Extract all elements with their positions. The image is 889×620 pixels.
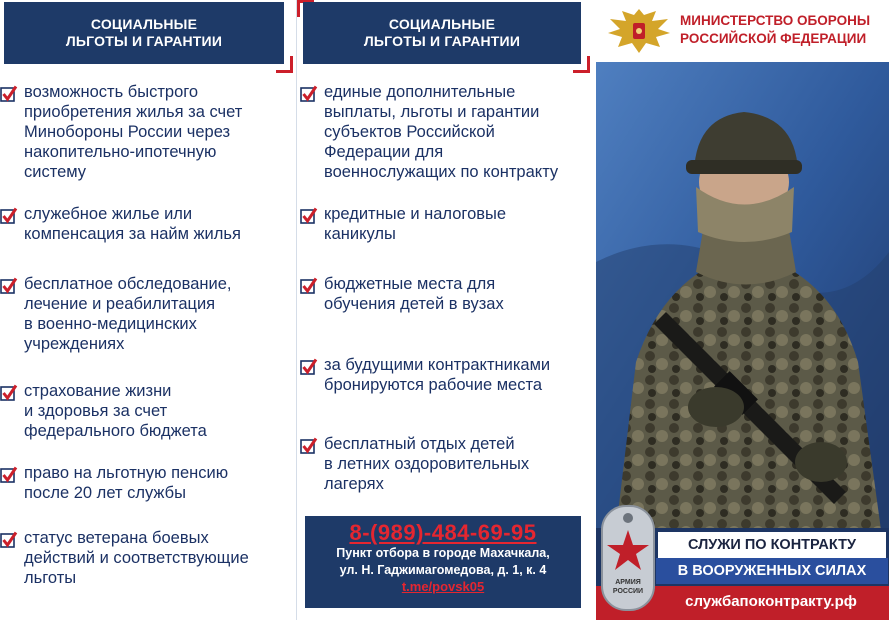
checkbox-check-icon (0, 531, 18, 549)
address-text: Пункт отбора в городе Махачкала, ул. Н. Гаджимагомедова, д. 1, к. 4 (336, 546, 550, 577)
list-item (300, 204, 506, 244)
ministry-banner (596, 0, 889, 62)
list-item (0, 528, 249, 588)
list-item-text: единые дополнительные выплаты, льготы и гарантии субъектов Российской Федерации для военнослужащих по контракту (324, 83, 559, 181)
header-line-1: СОЦИАЛЬНЫЕ (388, 16, 496, 32)
checkbox-check-icon (0, 207, 18, 225)
list-item-text: статус ветерана боевых действий и соответствующие льготы (24, 529, 249, 587)
website-link[interactable]: службапоконтракту.рф (685, 593, 857, 610)
list-item-text: право на льготную пенсию после 20 лет службы (24, 464, 229, 502)
list-item (300, 434, 529, 494)
list-item (300, 82, 558, 182)
middle-panel (296, 0, 593, 620)
eagle-emblem-icon (604, 5, 674, 57)
slogan-line-2: В ВООРУЖЕННЫХ СИЛАХ (656, 558, 888, 584)
list-item (0, 381, 207, 441)
ministry-title: МИНИСТЕРСТВО ОБОРОНЫ РОССИЙСКОЙ ФЕДЕРАЦИИ (680, 13, 871, 46)
middle-panel-header (303, 2, 581, 64)
list-item (0, 204, 241, 244)
telegram-link[interactable]: t.me/povsk05 (401, 579, 485, 594)
list-item-text: возможность быстрого приобретения жилья за счет Минобороны России через накопительно-ипотечную систему (24, 83, 243, 181)
list-item (300, 355, 550, 395)
checkbox-check-icon (300, 85, 318, 103)
checkbox-check-icon (300, 207, 318, 225)
header-line-1: СОЦИАЛЬНЫЕ (90, 16, 198, 32)
army-star-badge-icon (600, 504, 656, 612)
checkbox-check-icon (0, 277, 18, 295)
list-item-text: за будущими контрактниками бронируются рабочие места (324, 356, 551, 394)
checkbox-check-icon (300, 437, 318, 455)
list-item-text: бесплатный отдых детей в летних оздоровительных лагерях (324, 435, 530, 493)
header-line-2: ЛЬГОТЫ И ГАРАНТИИ (65, 33, 223, 49)
checkbox-check-icon (0, 384, 18, 402)
slogan-line-1: СЛУЖИ ПО КОНТРАКТУ (658, 532, 886, 558)
list-item (0, 463, 228, 503)
checkbox-check-icon (300, 277, 318, 295)
left-panel-header (4, 2, 284, 64)
soldier-photo (596, 62, 889, 530)
list-item-text: кредитные и налоговые каникулы (324, 205, 507, 243)
list-item (300, 274, 504, 314)
list-item (0, 82, 242, 182)
list-item-text: служебное жилье или компенсация за найм жилья (24, 205, 241, 243)
checkbox-check-icon (0, 466, 18, 484)
list-item-text: бесплатное обследование, лечение и реабилитация в военно-медицинских учреждениях (24, 275, 232, 353)
list-item (0, 274, 231, 354)
left-panel (0, 0, 290, 620)
list-item-text: бюджетные места для обучения детей в вузах (324, 275, 504, 313)
svg-text:РОССИИ: РОССИИ (612, 588, 644, 595)
checkbox-check-icon (300, 358, 318, 376)
phone-link[interactable]: 8-(989)-484-69-95 (349, 520, 537, 545)
header-line-2: ЛЬГОТЫ И ГАРАНТИИ (363, 33, 521, 49)
list-item-text: страхование жизни и здоровья за счет федерального бюджета (24, 382, 207, 440)
svg-text:АРМИЯ: АРМИЯ (615, 579, 641, 586)
checkbox-check-icon (0, 85, 18, 103)
contact-box (305, 516, 581, 608)
right-panel (596, 0, 889, 620)
corner-accent (573, 56, 590, 73)
corner-accent (276, 56, 293, 73)
